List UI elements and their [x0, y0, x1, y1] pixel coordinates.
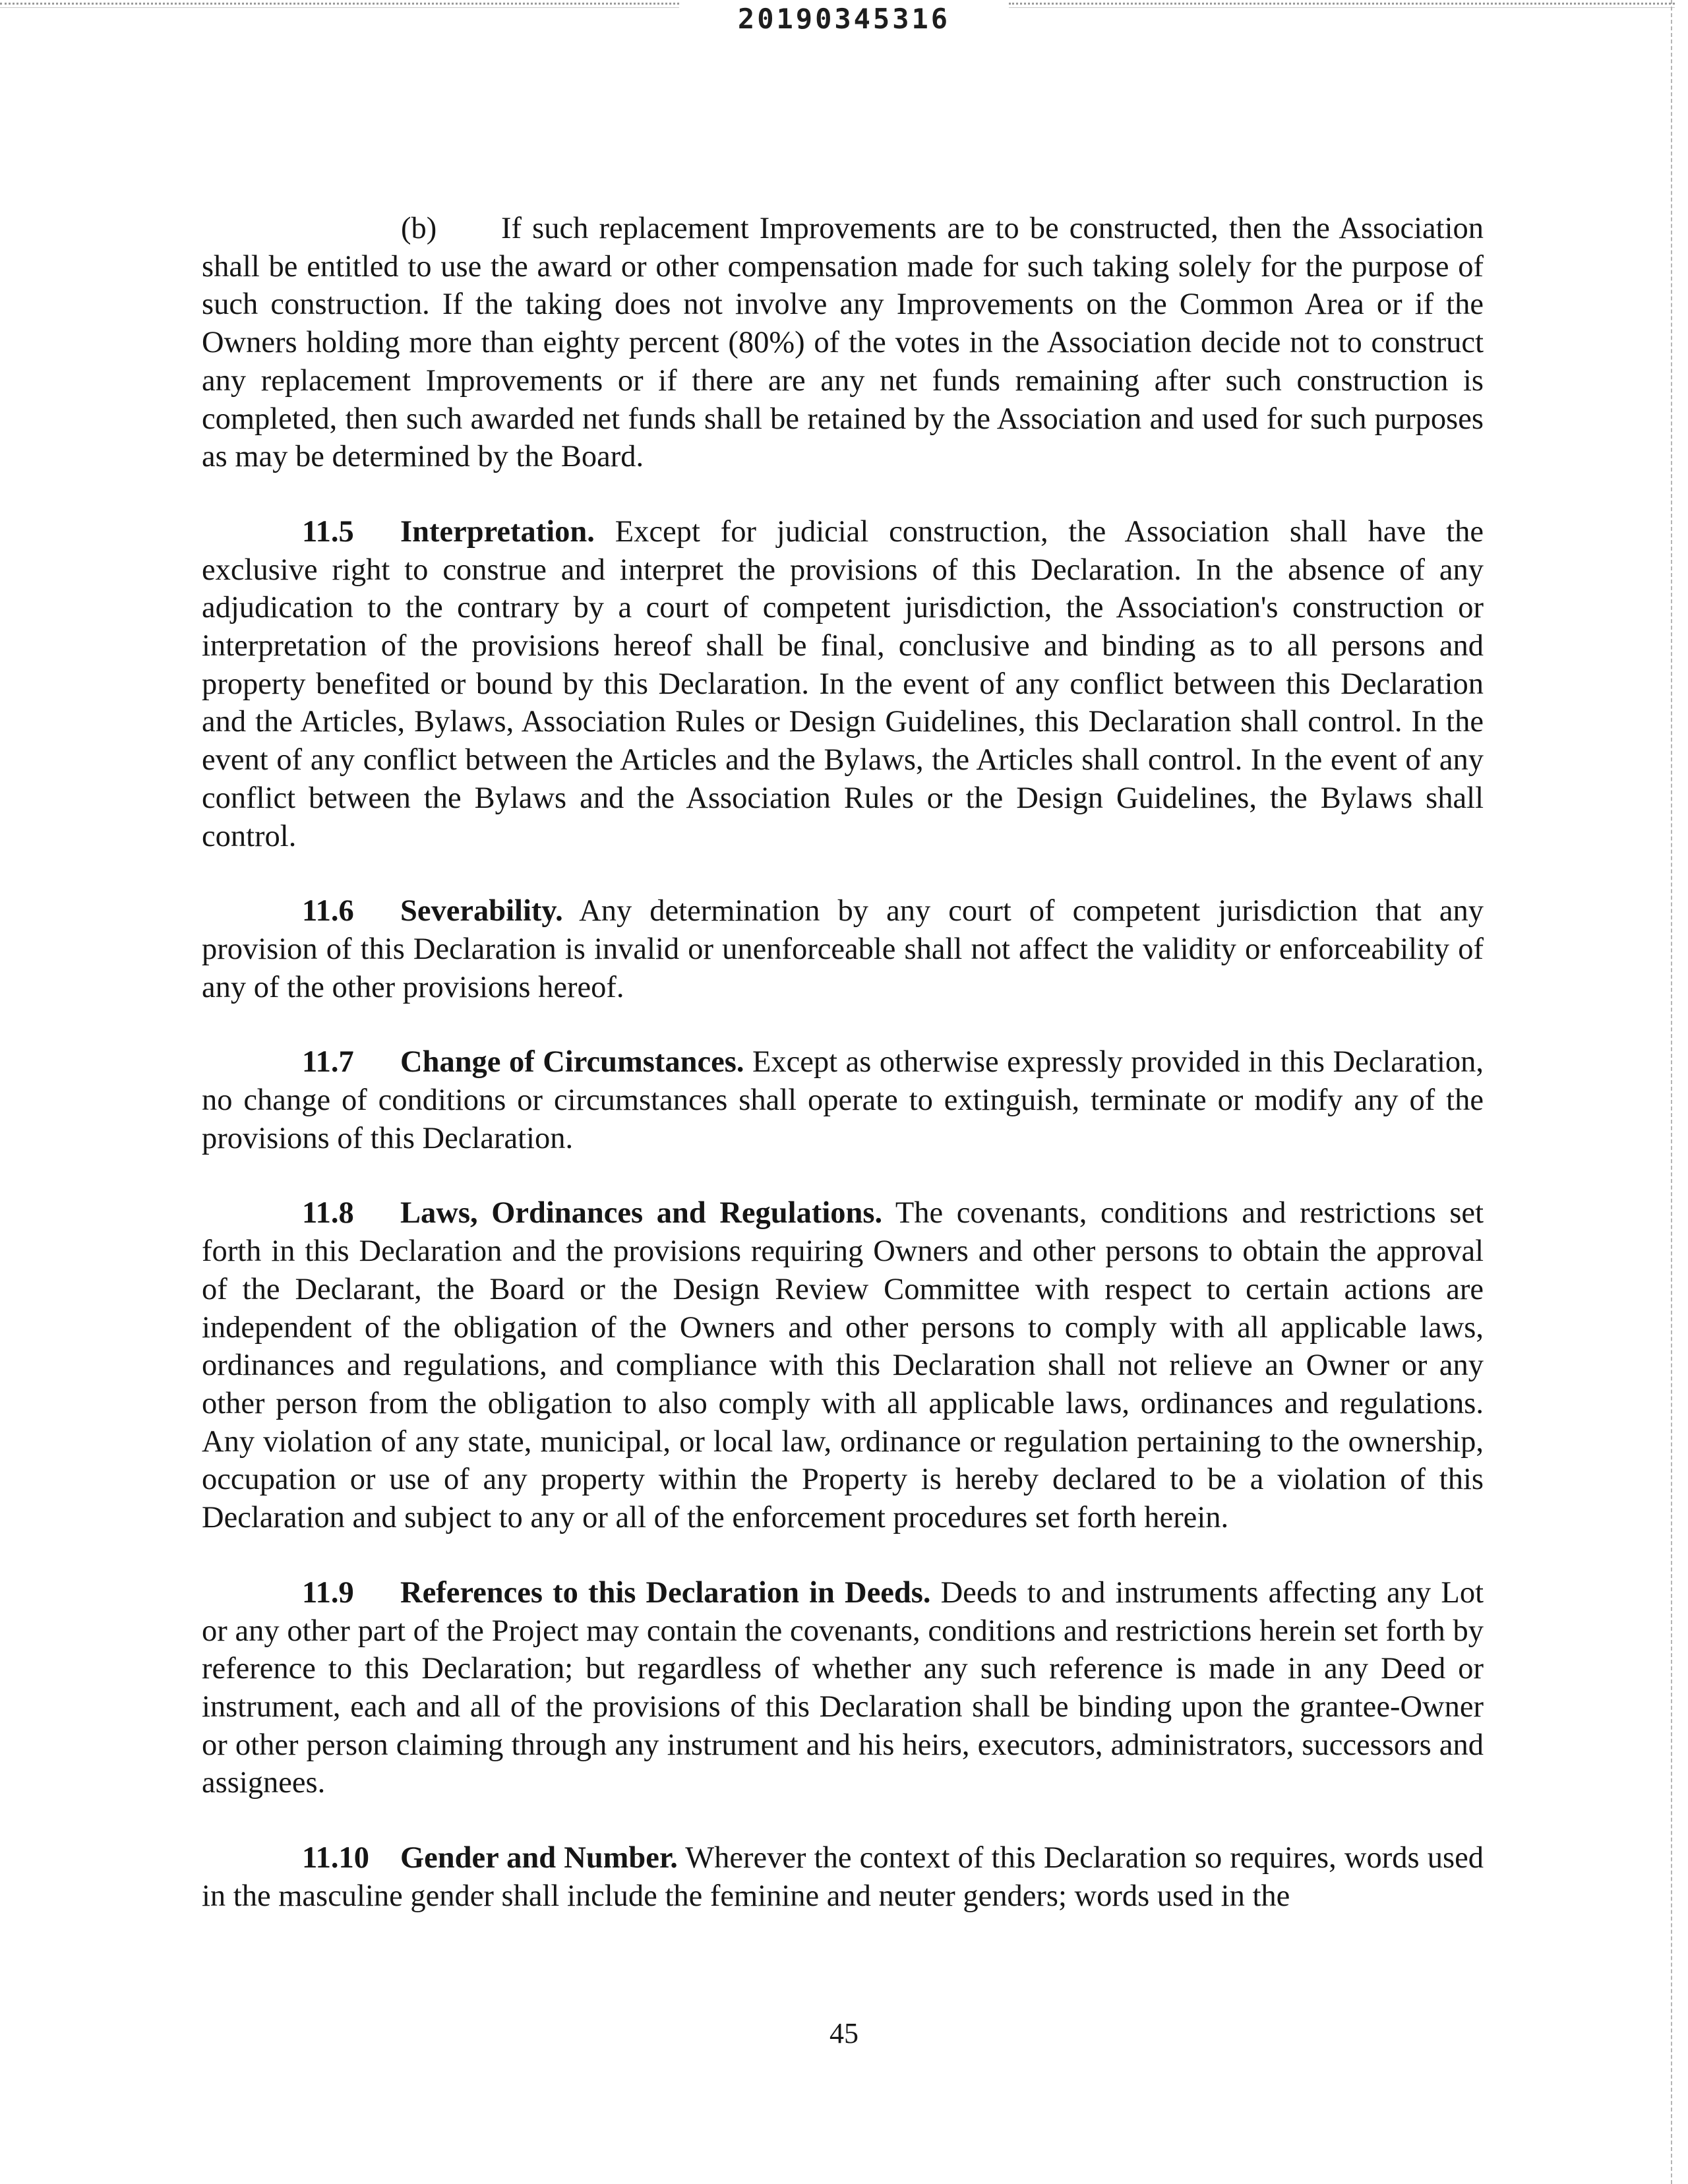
section-text: Any determination by any court of competent jurisdiction that any provision of this Declaration is invalid or unenforceable shall not affect the validity or enforceability of any of the other provisions hereof. [202, 894, 1484, 1004]
section-number: 11.7 [302, 1045, 354, 1079]
section-number: 11.10 [302, 1841, 370, 1875]
section-heading: Change of Circumstances. [400, 1045, 744, 1079]
paragraph-label: (b) [401, 212, 437, 245]
page-body [202, 210, 1484, 1952]
section-11-10 [202, 1839, 1484, 1915]
section-heading: Gender and Number. [400, 1841, 678, 1875]
section-number: 11.6 [302, 894, 354, 928]
section-heading: Interpretation. [400, 514, 595, 549]
section-heading: Severability. [400, 894, 563, 928]
document-number: 20190345316 [737, 3, 951, 35]
section-heading: References to this Declaration in Deeds. [400, 1575, 931, 1610]
section-text: Deeds to and instruments affecting any Lot or any other part of the Project may contain the covenants, conditions and restrictions herein set forth by reference to this Declaration; but regardless of whether any such reference is made in any Deed or instrument, each and all of the provisions of this Declaration shall be binding upon the grantee-Owner or other person claiming through any instrument and his heirs, executors, administrators, successors and assignees. [202, 1575, 1484, 1800]
section-11-5 [202, 513, 1484, 855]
paragraph-b [202, 210, 1484, 476]
section-number: 11.5 [302, 514, 354, 549]
section-text: The covenants, conditions and restrictions set forth in this Declaration and the provisions requiring Owners and other persons to obtain the approval of the Declarant, the Board or the Design Review Committee with respect to certain actions are independent of the obligation of the Owners and other persons to comply with all applicable laws, ordinances and regulations, and compliance with this Declaration shall not relieve an Owner or any other person from the obligation to also comply with all applicable laws, ordinances and regulations. Any violation of any state, municipal, or local law, ordinance or regulation pertaining to the ownership, occupation or use of any property within the Property is hereby declared to be a violation of this Declaration and subject to any or all of the enforcement procedures set forth herein. [202, 1196, 1484, 1535]
page-number: 45 [829, 2017, 859, 2049]
section-11-7 [202, 1043, 1484, 1157]
section-11-9 [202, 1574, 1484, 1802]
section-text: Except as otherwise expressly provided in this Declaration, no change of conditions or circumstances shall operate to extinguish, terminate or modify any of the provisions of this Declaration. [202, 1045, 1484, 1155]
section-text: Except for judicial construction, the Association shall have the exclusive right to construe and interpret the provisions of this Declaration. In the absence of any adjudication to the contrary by a court of competent jurisdiction, the Association's construction or interpretation of the provisions hereof shall be final, conclusive and binding as to all persons and property benefited or bound by this Declaration. In the event of any conflict between this Declaration and the Articles, Bylaws, Association Rules or Design Guidelines, this Declaration shall control. In the event of any conflict between the Articles and the Bylaws, the Articles shall control. In the event of any conflict between the Bylaws and the Association Rules or the Design Guidelines, the Bylaws shall control. [202, 514, 1484, 853]
section-11-8 [202, 1194, 1484, 1536]
paragraph-text: If such replacement Improvements are to be constructed, then the Association shall be entitled to use the award or other compensation made for such taking solely for the purpose of such construction. If the taking does not involve any Improvements on the Common Area or if the Owners holding more than eighty percent (80%) of the votes in the Association decide not to construct any replacement Improvements or if there are any net funds remaining after such construction is completed, then such awarded net funds shall be retained by the Association and used for such purposes as may be determined by the Board. [202, 212, 1484, 474]
scan-edge [1671, 0, 1674, 2184]
section-heading: Laws, Ordinances and Regulations. [400, 1196, 883, 1230]
section-text: Wherever the context of this Declaration so requires, words used in the masculine gender shall include the feminine and neuter genders; words used in the [202, 1841, 1484, 1913]
section-number: 11.8 [302, 1196, 354, 1230]
section-11-6 [202, 892, 1484, 1006]
section-number: 11.9 [302, 1575, 354, 1610]
